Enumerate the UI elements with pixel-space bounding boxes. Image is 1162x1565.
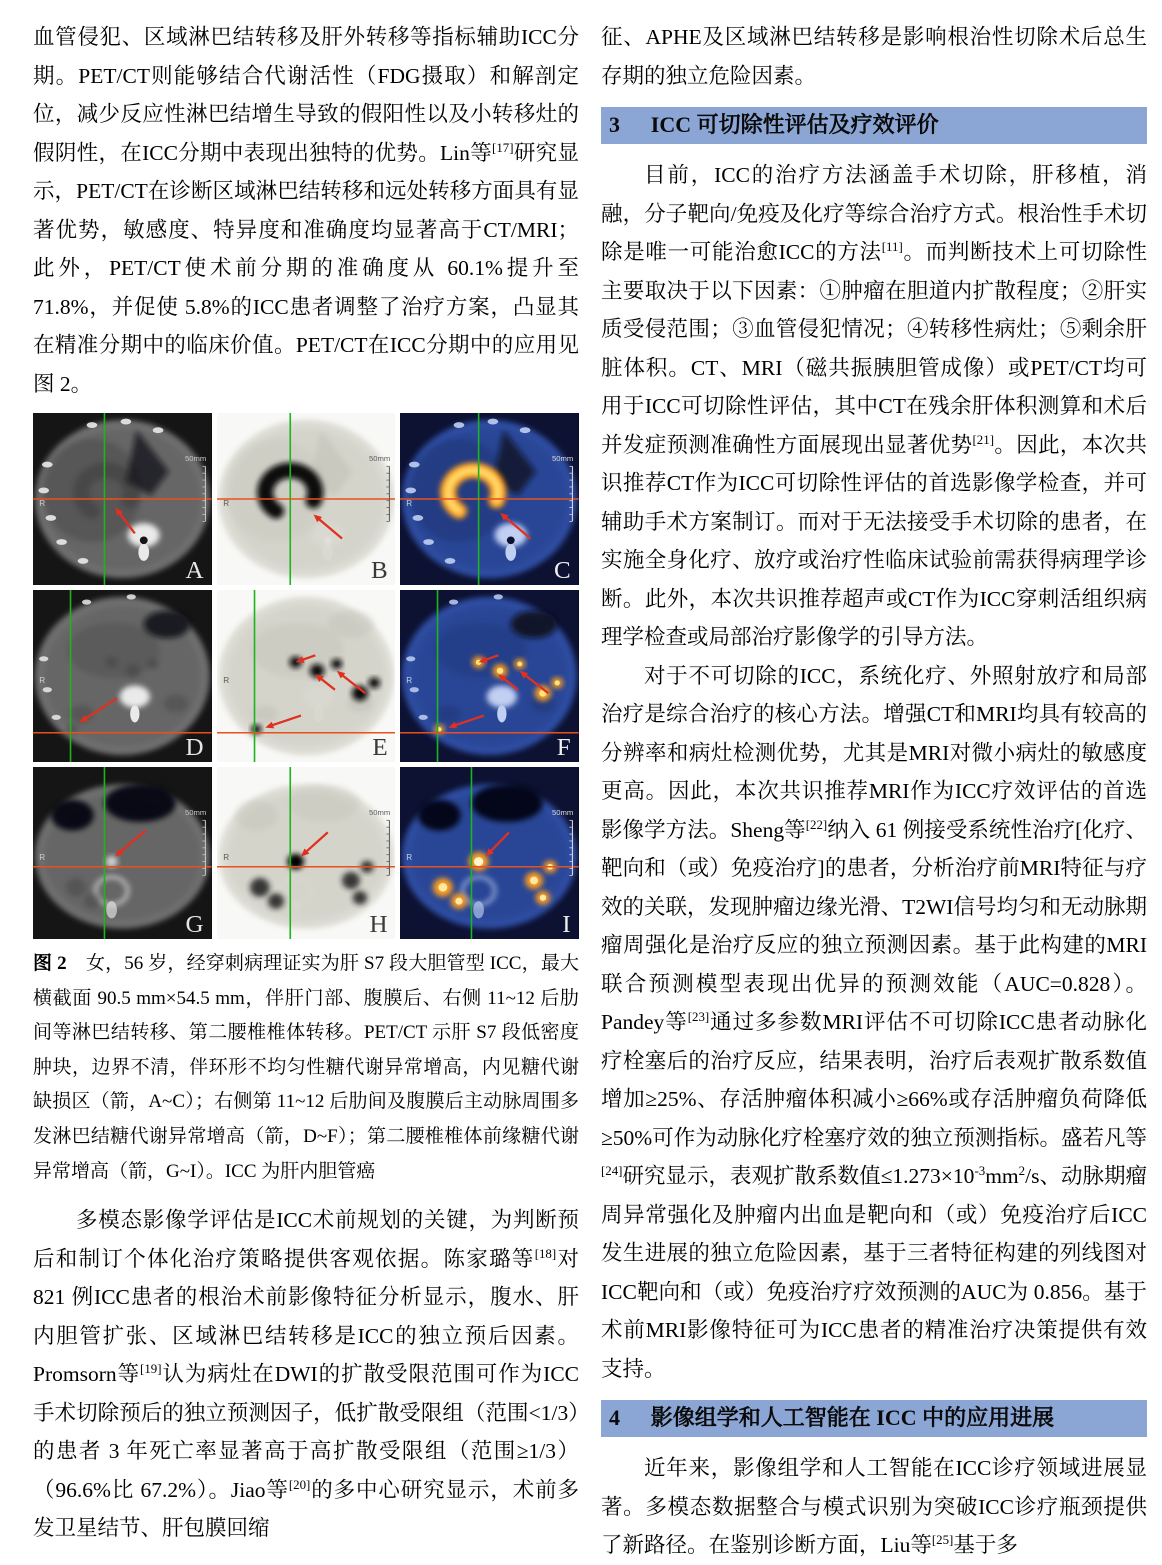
svg-text:G: G [185, 911, 204, 939]
right-para-continuation: 征、APHE及区域淋巴结转移是影响根治性切除术后总生存期的独立危险因素。 [601, 25, 1147, 88]
svg-text:R: R [222, 853, 229, 862]
section-3-number: 3 [609, 112, 620, 137]
svg-text:R: R [39, 499, 46, 508]
pet-ct-panel-A [33, 413, 212, 585]
svg-text:50mm: 50mm [184, 454, 207, 464]
svg-text:R: R [406, 853, 413, 862]
svg-text:R: R [406, 499, 413, 508]
svg-text:D: D [185, 734, 204, 762]
left-para-2: 多模态影像学评估是ICC术前规划的关键，为判断预后和制订个体化治疗策略提供客观依据。陈家璐等[18]对 821 例ICC患者的根治术前影像特征分析显示，腹水、肝内胆管扩张、区域淋巴结转移是ICC的独立预后因素。Promsorn等[19]认为病灶在DWI的扩散受限范围可作为ICC手术切除预后的独立预测因子，低扩散受限组（范围<1/3）的患者 3 年死亡率显著高于高扩散受限组（范围≥1/3）（96.6%比 67.2%）。Jiao等[20]的多中心研究显示，术前多发卫星结节、肝包膜回缩 [33, 1208, 579, 1541]
left-para-1: 血管侵犯、区域淋巴结转移及肝外转移等指标辅助ICC分期。PET/CT则能够结合代谢活性（FDG摄取）和解剖定位，减少反应性淋巴结增生导致的假阳性以及小转移灶的假阴性，在ICC分期中表现出独特的优势。Lin等[17]研究显示，PET/CT在诊断区域淋巴结转移和远处转移方面具有显著优势，敏感度、特异度和准确度均显著高于CT/MRI；此外，PET/CT使术前分期的准确度从 60.1%提升至 71.8%，并促使 5.8%的ICC患者调整了治疗方案，凸显其在精准分期中的临床价值。PET/CT在ICC分期中的应用见图 2。 [33, 25, 579, 396]
svg-text:R: R [406, 676, 413, 685]
svg-text:F: F [557, 734, 571, 762]
section-3-heading [601, 107, 1147, 144]
pet-ct-panel-F [400, 590, 579, 762]
pet-ct-panel-C [400, 413, 579, 585]
pet-ct-panel-I [400, 767, 579, 939]
svg-text:50mm: 50mm [184, 808, 207, 818]
left-column [33, 18, 579, 1541]
svg-text:R: R [222, 676, 229, 685]
section-4-number: 4 [609, 1405, 620, 1430]
section-4-title: 影像组学和人工智能在 ICC 中的应用进展 [650, 1405, 1055, 1430]
svg-text:I: I [562, 911, 571, 939]
svg-text:R: R [39, 676, 46, 685]
section-4-heading [601, 1400, 1147, 1437]
right-para-2: 对于不可切除的ICC，系统化疗、外照射放疗和局部治疗是综合治疗的核心方法。增强CT和MRI均具有较高的分辨率和病灶检测优势，尤其是MRI对微小病灶的敏感度更高。因此，本次共识推荐MRI作为ICC疗效评估的首选影像学方法。Sheng等[22]纳入 61 例接受系统性治疗[化疗、靶向和（或）免疫治疗]的患者，分析治疗前MRI特征与疗效的关联，发现肿瘤边缘光滑、T2WI信号均匀和无动脉期瘤周强化是治疗反应的独立预测因素。基于此构建的MRI联合预测模型表现出优异的预测效能（AUC=0.828）。Pandey等[23]通过多参数MRI评估不可切除ICC患者动脉化疗栓塞后的治疗反应，结果表明，治疗后表观扩散系数值增加≥25%、存活肿瘤体积减小≥66%或存活肿瘤负荷降低≥50%可作为动脉化疗栓塞疗效的独立预测指标。盛若凡等[24]研究显示，表观扩散系数值$\le 1.273\times 10^{-3}mm^2/s$、动脉期瘤周异常强化及肿瘤内出血是靶向和（或）免疫治疗后ICC发生进展的独立危险因素，基于三者特征构建的列线图对ICC靶向和（或）免疫治疗疗效预测的AUC为 0.856。基于术前MRI影像特征可为ICC患者的精准治疗决策提供有效支持。 [601, 663, 1147, 1381]
right-para-1: 目前，ICC的治疗方法涵盖手术切除，肝移植，消融，分子靶向/免疫及化疗等综合治疗方式。根治性手术切除是唯一可能治愈ICC的方法[11]。而判断技术上可切除性主要取决于以下因素：①肿瘤在胆道内扩散程度；②肝实质受侵范围；③血管侵犯情况；④转移性病灶；⑤剩余肝脏体积。CT、MRI（磁共振胰胆管成像）或PET/CT均可用于ICC可切除性评估，其中CT在残余肝体积测算和术后并发症预测准确性方面展现出显著优势[21]。因此，本次共识推荐CT作为ICC可切除性评估的首选影像学检查，并可辅助手术方案制订。而对于无法接受手术切除的患者，在实施全身化疗、放疗或治疗性临床试验前需获得病理学诊断。此外，本次共识推荐超声或CT作为ICC穿刺活组织病理学检查或局部治疗影像学的引导方法。 [601, 163, 1147, 649]
svg-text:R: R [222, 499, 229, 508]
pet-ct-panel-G [33, 767, 212, 939]
figure-2-caption: 图 2 女，56 岁，经穿刺病理证实为肝 S7 段大胆管型 ICC，最大横截面 90.5 mm×54.5 mm，伴肝门部、腹膜后、右侧 11~12 后肋间等淋巴结转移、第二腰椎椎体转移。PET/CT 示肝 S7 段低密度肿块，边界不清，伴环形不均匀性糖代谢异常增高，内见糖代谢缺损区（箭，A~C）；右侧第 11~12 后肋间及腹膜后主动脉周围多发淋巴结糖代谢异常增高（箭，D~F）；第二腰椎椎体前缘糖代谢异常增高（箭，G~I）。ICC 为肝内胆管癌 [33, 953, 579, 1182]
svg-text:50mm: 50mm [368, 454, 390, 464]
svg-text:50mm: 50mm [552, 808, 574, 818]
svg-text:E: E [372, 734, 388, 762]
pet-ct-panel-H [217, 767, 396, 939]
svg-text:A: A [185, 557, 204, 585]
svg-text:H: H [369, 911, 388, 939]
pet-ct-panel-E [217, 590, 396, 762]
pet-ct-panel-B [217, 413, 396, 585]
right-para-3: 近年来，影像组学和人工智能在ICC诊疗领域进展显著。多模态数据整合与模式识别为突破ICC诊疗瓶颈提供了新路径。在鉴别诊断方面，Liu等[25]基于多 [601, 1456, 1147, 1557]
svg-text:C: C [554, 557, 571, 585]
figure-2 [33, 413, 579, 939]
section-3-title: ICC 可切除性评估及疗效评价 [650, 112, 939, 137]
svg-text:50mm: 50mm [552, 454, 574, 464]
right-column [601, 18, 1147, 1557]
pet-ct-panel-D [33, 590, 212, 762]
svg-text:B: B [370, 557, 388, 585]
svg-text:R: R [39, 853, 46, 862]
svg-text:50mm: 50mm [368, 808, 390, 818]
